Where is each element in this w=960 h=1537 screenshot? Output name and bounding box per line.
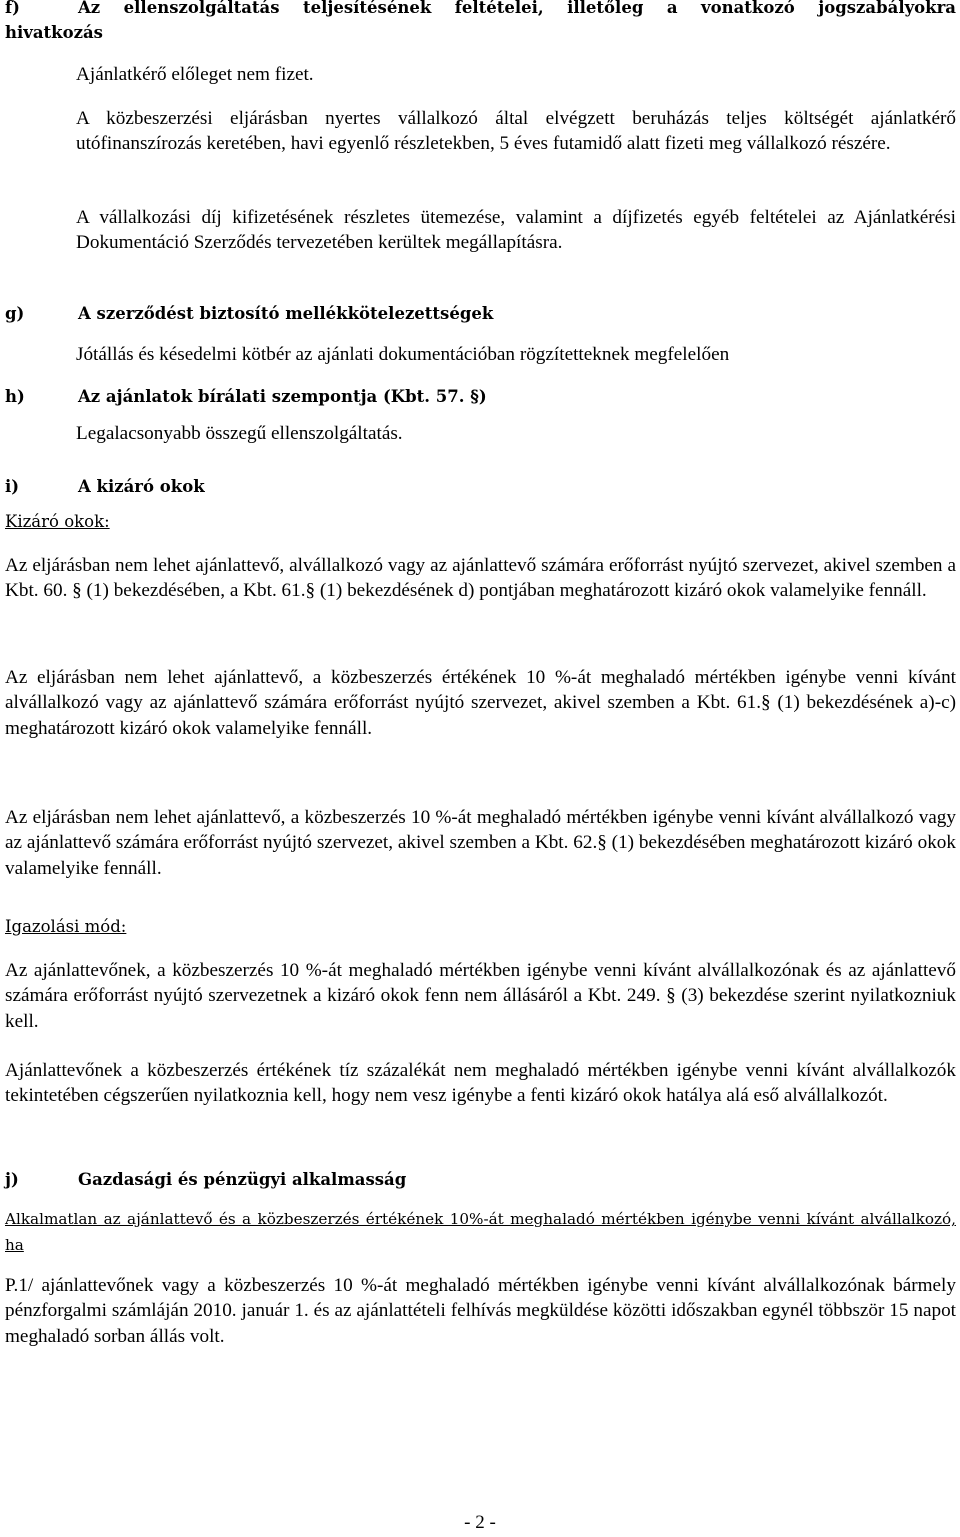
section-i-paragraph-2: Az eljárásban nem lehet ajánlattevő, a közbeszerzés értékének 10 %-át meghaladó mértékben igénybe venni kívánt alvállalkozó vagy az ajánlattevő számára erőforrást nyújtó szervezet, akivel szemben a Kbt. 61.§ (1) bekezdésének a)-c) meghatározott kizáró okok valamelyike fennáll. <box>5 667 956 739</box>
section-f-title-line2: hivatkozás <box>5 23 103 42</box>
section-h-letter: h) <box>5 387 25 406</box>
section-g-title: A szerződést biztosító mellékkötelezettségek <box>78 304 494 323</box>
kizaro-okok-label: Kizáró okok: <box>5 512 110 531</box>
section-h-title: Az ajánlatok bírálati szempontja (Kbt. 57. §) <box>78 387 487 406</box>
section-f-paragraph-2: A közbeszerzési eljárásban nyertes vállalkozó által elvégzett beruházás teljes költségét ajánlatkérő utófinanszírozás keretében, havi egyenlő részletekben, 5 éves futamidő alatt fizeti meg vállalkozó részére. <box>76 108 956 155</box>
section-j-title: Gazdasági és pénzügyi alkalmasság <box>78 1170 407 1189</box>
section-g-letter: g) <box>5 304 25 323</box>
section-i-paragraph-5: Ajánlattevőnek a közbeszerzés értékének tíz százalékát nem meghaladó mértékben igénybe venni kívánt alvállalkozók tekintetében cégszerűen nyilatkoznia kell, hogy nem vesz igénybe a fenti kizáró okok hatálya alá eső alvállalkozót. <box>5 1060 956 1107</box>
section-i-title: A kizáró okok <box>78 477 205 496</box>
page-number: - 2 - <box>464 1512 496 1533</box>
section-j-subheading: Alkalmatlan az ajánlattevő és a közbeszerzés értékének 10%-át meghaladó mértékben igénybe venni kívánt alvállalkozó, ha <box>5 1210 956 1254</box>
section-h-paragraph-1: Legalacsonyabb összegű ellenszolgáltatás. <box>76 423 403 444</box>
section-f-title-line1: Az ellenszolgáltatás teljesítésének feltételei, illetőleg a vonatkozó jogszabályokra <box>78 0 956 17</box>
section-j-letter: j) <box>5 1170 19 1189</box>
section-j-paragraph-1: P.1/ ajánlattevőnek vagy a közbeszerzés 10 %-át meghaladó mértékben igénybe venni kívánt alvállalkozónak bármely pénzforgalmi számláján 2010. január 1. és az ajánlattételi felhívás megküldése közötti időszakban egynél többször 15 napot meghaladó sorban állás volt. <box>5 1275 956 1347</box>
igazolasi-mod-label: Igazolási mód: <box>5 917 127 936</box>
section-i-paragraph-1: Az eljárásban nem lehet ajánlattevő, alvállalkozó vagy az ajánlattevő számára erőforrást nyújtó szervezet, akivel szemben a Kbt. 60. § (1) bekezdésében, a Kbt. 61.§ (1) bekezdésének d) pontjában meghatározott kizáró okok valamelyike fennáll. <box>5 555 956 602</box>
section-i-paragraph-3: Az eljárásban nem lehet ajánlattevő, a közbeszerzés 10 %-át meghaladó mértékben igénybe venni kívánt alvállalkozó vagy az ajánlattevő számára erőforrást nyújtó szervezet, akivel szemben a Kbt. 62.§ (1) bekezdésében meghatározott kizáró okok valamelyike fennáll. <box>5 807 956 879</box>
section-f-letter: f) <box>5 0 20 17</box>
section-g-paragraph-1: Jótállás és késedelmi kötbér az ajánlati dokumentációban rögzítetteknek megfelelően <box>76 344 730 365</box>
section-f-paragraph-3: A vállalkozási díj kifizetésének részletes ütemezése, valamint a díjfizetés egyéb feltételei az Ajánlatkérési Dokumentáció Szerződés tervezetében kerültek megállapításra. <box>76 207 956 254</box>
section-i-letter: i) <box>5 477 20 496</box>
section-i-paragraph-4: Az ajánlattevőnek, a közbeszerzés 10 %-át meghaladó mértékben igénybe venni kívánt alvállalkozónak és az ajánlattevő számára erőforrást nyújtó szervezetnek a kizáró okok fenn nem állásáról a Kbt. 249. § (3) bekezdése szerint nyilatkozniuk kell. <box>5 960 956 1032</box>
section-f-paragraph-1: Ajánlatkérő előleget nem fizet. <box>76 64 314 85</box>
